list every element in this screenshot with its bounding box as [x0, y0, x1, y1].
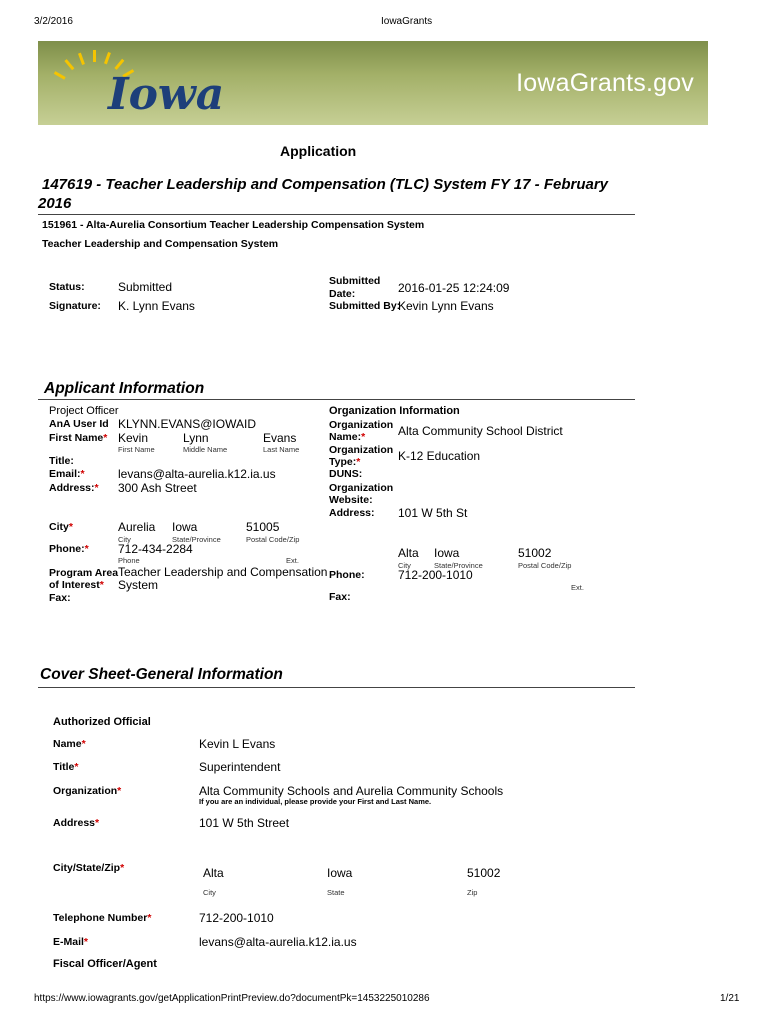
grant-title-line-2: 2016 [38, 195, 72, 212]
org-type-label-2: Type:* [329, 456, 361, 468]
address-label: Address:* [49, 482, 99, 494]
org-address-value: 101 W 5th St [398, 506, 468, 520]
site-name: IowaGrants.gov [516, 69, 694, 97]
grant-title-line-1: 147619 - Teacher Leadership and Compensation (TLC) System FY 17 - February [42, 176, 609, 193]
org-type-label: Organization [329, 444, 394, 456]
org-address-label: Address: [329, 507, 375, 519]
org-website-label: Organization [329, 482, 394, 494]
phone-label: Phone:* [49, 543, 89, 555]
org-website-label-2: Website: [329, 494, 373, 506]
middle-name-caption: Middle Name [183, 445, 228, 454]
status-label: Status: [49, 281, 85, 293]
cover-address-value: 101 W 5th Street [199, 816, 290, 830]
first-name-label: First Name* [49, 432, 108, 444]
program-name: Teacher Leadership and Compensation System [42, 238, 279, 250]
authorized-official-heading: Authorized Official [53, 716, 151, 728]
org-state-caption: State/Province [434, 561, 483, 570]
fax-label: Fax: [49, 592, 71, 604]
org-phone-value: 712-200-1010 [398, 568, 473, 582]
org-fax-label: Fax: [329, 591, 351, 603]
cover-org-value: Alta Community Schools and Aurelia Community Schools [199, 784, 504, 798]
divider [38, 399, 635, 400]
org-name-value: Alta Community School District [398, 424, 563, 438]
divider [38, 214, 635, 215]
cover-state-value: Iowa [327, 866, 353, 880]
org-phone-label: Phone: [329, 569, 365, 581]
title-label: Title: [49, 455, 74, 467]
print-date: 3/2/2016 [34, 16, 73, 27]
site-banner [38, 41, 708, 125]
page-heading: Application [280, 143, 357, 159]
last-name-value: Evans [263, 431, 297, 445]
cover-zip-value: 51002 [467, 866, 501, 880]
state-value: Iowa [172, 520, 198, 534]
organization-heading: Organization Information [329, 405, 460, 417]
org-state-value: Iowa [434, 546, 460, 560]
program-area-value: Teacher Leadership and Compensation [118, 565, 328, 579]
org-city-caption: City [398, 561, 411, 570]
print-url: https://www.iowagrants.gov/getApplicationPrintPreview.do?documentPk=1453225010286 [34, 993, 430, 1004]
submitted-date-label: Submitted [329, 275, 381, 287]
cover-phone-value: 712-200-1010 [199, 911, 274, 925]
ana-user-id-value: KLYNN.EVANS@IOWAID [118, 417, 256, 431]
city-caption: City [118, 535, 131, 544]
state-caption: State/Province [172, 535, 221, 544]
cover-section-title: Cover Sheet-General Information [40, 666, 283, 683]
submitted-by-label: Submitted By: [329, 300, 401, 312]
phone-caption: Phone [118, 556, 140, 565]
submitted-date-value: 2016-01-25 12:24:09 [398, 281, 510, 295]
org-zip-value: 51002 [518, 546, 552, 560]
program-area-label: Program Area [49, 567, 119, 579]
submitted-date-label-2: Date: [329, 288, 356, 300]
signature-value: K. Lynn Evans [118, 299, 195, 313]
email-label: Email:* [49, 468, 85, 480]
zip-caption: Postal Code/Zip [246, 535, 300, 544]
org-type-value: K-12 Education [398, 449, 481, 463]
cover-email-value: levans@alta-aurelia.k12.ia.us [199, 935, 357, 949]
org-city-value: Alta [398, 546, 419, 560]
cover-org-label: Organization* [53, 785, 122, 797]
cover-city-caption: City [203, 888, 216, 897]
program-area-value-2: System [118, 578, 159, 592]
applicant-section-title: Applicant Information [44, 380, 205, 397]
iowa-logo [38, 41, 238, 125]
iowa-logo-text: Iowa [108, 69, 225, 120]
project-officer-heading: Project Officer [49, 405, 119, 417]
cover-phone-label: Telephone Number* [53, 912, 152, 924]
cover-org-note: If you are an individual, please provide your First and Last Name. [199, 797, 432, 806]
program-area-label-2: of Interest* [49, 579, 104, 591]
org-name-label-2: Name:* [329, 431, 366, 443]
cover-title-value: Superintendent [199, 760, 281, 774]
org-ext-caption: Ext. [571, 583, 584, 592]
cover-title-label: Title* [53, 761, 79, 773]
cover-name-value: Kevin L Evans [199, 737, 276, 751]
org-name-label: Organization [329, 419, 394, 431]
middle-name-value: Lynn [183, 431, 209, 445]
city-label: City* [49, 521, 73, 533]
divider [38, 687, 635, 688]
cover-email-label: E-Mail* [53, 936, 89, 948]
cover-name-label: Name* [53, 738, 86, 750]
signature-label: Signature: [49, 300, 101, 312]
cover-city-value: Alta [203, 866, 224, 880]
first-name-value: Kevin [118, 431, 149, 445]
fiscal-officer-heading: Fiscal Officer/Agent [53, 958, 157, 970]
cover-zip-caption: Zip [467, 888, 478, 897]
address-value: 300 Ash Street [118, 481, 197, 495]
duns-label: DUNS: [329, 468, 363, 480]
cover-city-state-zip-label: City/State/Zip* [53, 862, 125, 874]
cover-address-label: Address* [53, 817, 100, 829]
print-page-number: 1/21 [720, 993, 740, 1004]
submitted-by-value: Kevin Lynn Evans [398, 299, 494, 313]
ana-user-id-label: AnA User Id [49, 418, 109, 430]
status-value: Submitted [118, 280, 173, 294]
cover-state-caption: State [327, 888, 345, 897]
zip-value: 51005 [246, 520, 280, 534]
print-title: IowaGrants [381, 16, 433, 27]
phone-value: 712-434-2284 [118, 542, 193, 556]
email-value: levans@alta-aurelia.k12.ia.us [118, 467, 276, 481]
city-value: Aurelia [118, 520, 156, 534]
application-id: 151961 - Alta-Aurelia Consortium Teacher Leadership Compensation System [42, 219, 425, 231]
org-zip-caption: Postal Code/Zip [518, 561, 572, 570]
first-name-caption: First Name [118, 445, 155, 454]
ext-caption: Ext. [286, 556, 299, 565]
last-name-caption: Last Name [263, 445, 300, 454]
